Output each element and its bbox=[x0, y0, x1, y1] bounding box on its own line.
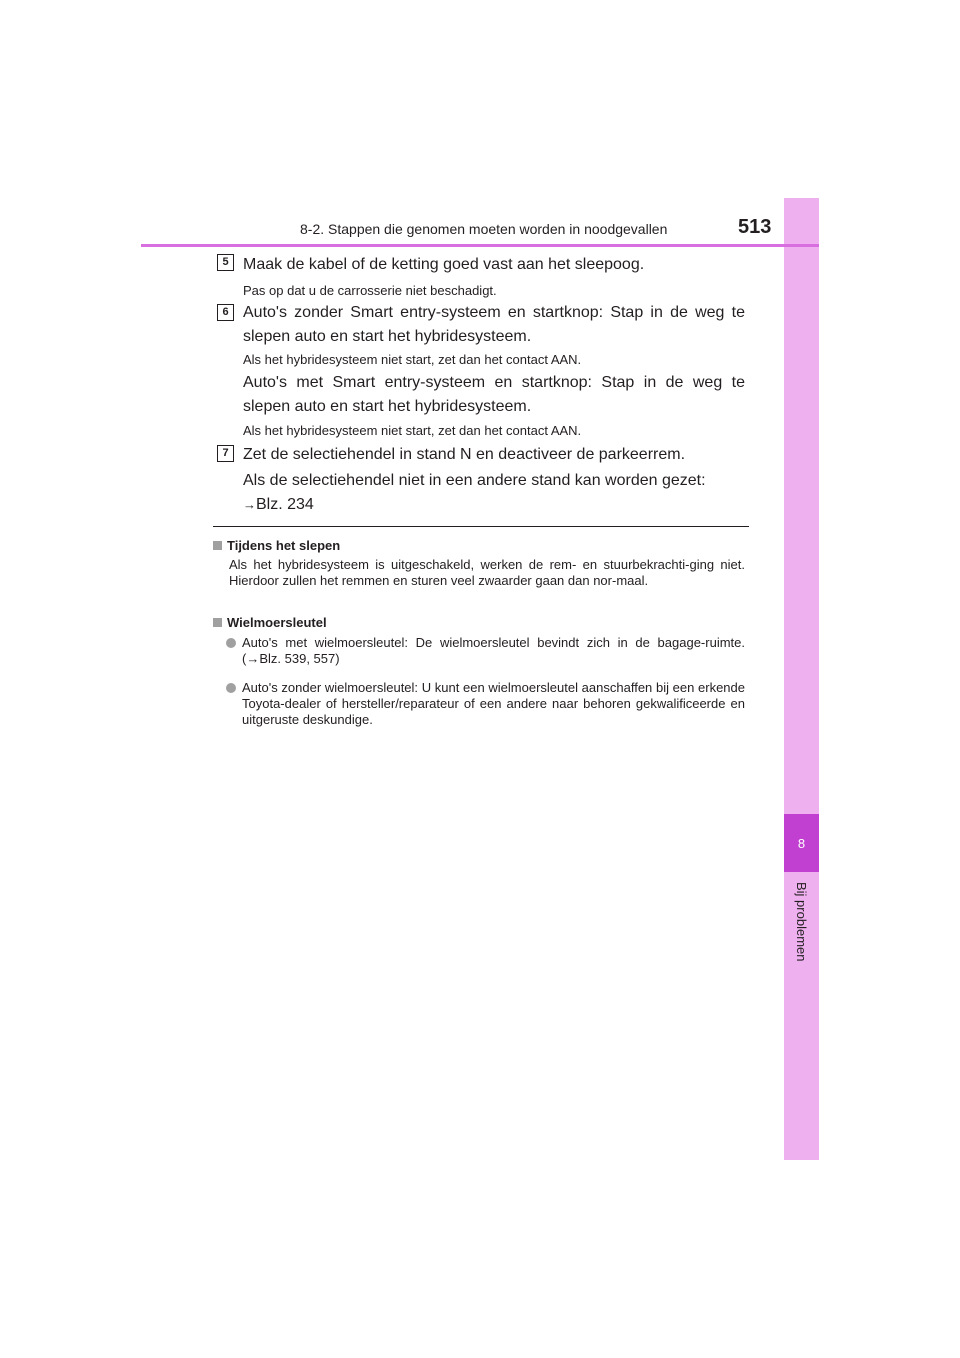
chapter-number-tab[interactable] bbox=[784, 814, 819, 872]
step-6-note: Als het hybridesysteem niet start, zet dan het contact AAN. bbox=[243, 352, 582, 367]
bullet-text-main: Auto's met wielmoersleutel: De wielmoersleutel bevindt zich in de bagage-ruimte. ( bbox=[242, 635, 745, 666]
arrow-right-icon: → bbox=[246, 651, 260, 666]
section-divider bbox=[213, 526, 749, 527]
step-5-note: Pas op dat u de carrosserie niet beschadigt. bbox=[243, 283, 497, 298]
step-6-badge: 6 bbox=[217, 304, 234, 321]
square-bullet-icon bbox=[213, 618, 222, 627]
list-item bbox=[226, 635, 745, 669]
step-6-note-2: Als het hybridesysteem niet start, zet dan het contact AAN. bbox=[243, 423, 582, 438]
step-6-text: Auto's zonder Smart entry-systeem en startknop: Stap in de weg te slepen auto en start het hybridesysteem. bbox=[243, 304, 745, 345]
chapter-label-tab bbox=[784, 882, 819, 1002]
circle-bullet-icon bbox=[226, 683, 236, 693]
arrow-right-icon: → bbox=[243, 497, 256, 512]
bullet-text bbox=[242, 635, 745, 667]
page-number: 513 bbox=[738, 216, 772, 238]
circle-bullet-icon bbox=[226, 638, 236, 648]
section-header: 8-2. Stappen die genomen moeten worden in noodgevallen bbox=[300, 221, 668, 237]
chapter-number: 8 bbox=[797, 835, 806, 851]
bullet-ref[interactable]: Blz. 539, 557) bbox=[259, 651, 340, 666]
step-7-text-2: Als de selectiehendel niet in een andere stand kan worden gezet: bbox=[243, 472, 706, 489]
bullet-text: Auto's zonder wielmoersleutel: U kunt een wielmoersleutel aanschaffen bij een erkende Toyota-dealer of hersteller/reparateur of een andere naar behoren gekwalificeerde en uitgeruste deskundige. bbox=[242, 680, 745, 727]
step-7-text: Zet de selectiehendel in stand N en deactiveer de parkeerrem. bbox=[243, 446, 686, 463]
step-7-badge: 7 bbox=[217, 445, 234, 462]
section-heading-text: Tijdens het slepen bbox=[227, 538, 341, 553]
step-5-text: Maak de kabel of de ketting goed vast aan het sleepoog. bbox=[243, 256, 645, 273]
chapter-label: Bij problemen bbox=[794, 882, 809, 962]
chapter-side-tab bbox=[784, 198, 819, 1160]
section-heading-wrench bbox=[213, 615, 327, 630]
step-6-text-2: Auto's met Smart entry-systeem en startknop: Stap in de weg te slepen auto en start het hybridesysteem. bbox=[243, 374, 745, 415]
list-item bbox=[226, 680, 745, 730]
step-5-badge: 5 bbox=[217, 254, 234, 271]
header-rule bbox=[141, 244, 819, 247]
step-7-ref-text: Blz. 234 bbox=[256, 496, 314, 513]
section-body-towing: Als het hybridesysteem is uitgeschakeld, werken de rem- en stuurbekrachti-ging niet. Hierdoor zullen het remmen en sturen veel zwaarder gaan dan nor-maal. bbox=[229, 557, 745, 588]
square-bullet-icon bbox=[213, 541, 222, 550]
section-heading-text: Wielmoersleutel bbox=[227, 615, 327, 630]
section-heading-towing bbox=[213, 538, 340, 553]
step-7-reference[interactable] bbox=[243, 493, 745, 517]
